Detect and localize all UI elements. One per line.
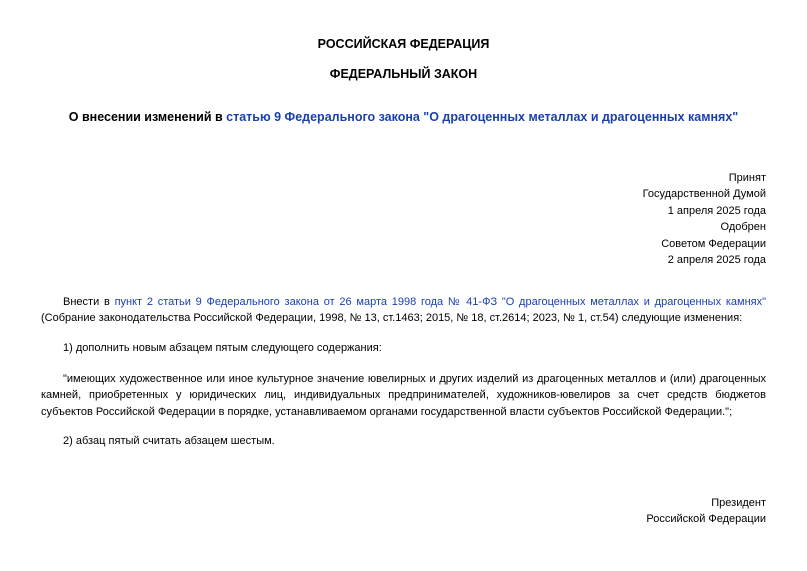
approved-label: Одобрен	[720, 221, 766, 234]
signature-org: Российской Федерации	[646, 513, 766, 526]
body-paragraph-3: "имеющих художественное или иное культурное значение ювелирных и других изделий из драгоценных металлов и (или) драгоценных камней, приобретенных у юридических лиц, индивидуальных предпринимателей, художников-ювелиров за счет средств бюджетов субъектов Российской Федерации в порядке, устанавливаемом органами государственной власти субъектов Российской Федерации.";	[41, 373, 766, 418]
approved-date: 2 апреля 2025 года	[667, 254, 766, 267]
adopted-label: Принят	[728, 172, 766, 184]
law-title	[0, 110, 807, 124]
signature-title: Президент	[711, 497, 766, 509]
body-paragraph-1	[41, 294, 766, 327]
body-paragraph-2: 1) дополнить новым абзацем пятым следующего содержания:	[63, 342, 382, 354]
p1-suffix: (Собрание законодательства Российской Федерации, 1998, № 13, ст.1463; 2015, № 18, ст.2614; 2023, № 1, ст.54) следующие изменения:	[41, 312, 743, 325]
adoption-block	[643, 170, 766, 268]
law-title-link[interactable]: статью 9 Федерального закона "О драгоценных металлах и драгоценных камнях"	[226, 110, 739, 124]
adopted-by: Государственной Думой	[642, 188, 766, 201]
country-heading: РОССИЙСКАЯ ФЕДЕРАЦИЯ	[317, 37, 490, 51]
doc-type-heading: ФЕДЕРАЛЬНЫЙ ЗАКОН	[329, 67, 478, 81]
signature-block	[646, 495, 766, 528]
approved-by: Советом Федерации	[661, 237, 766, 250]
p1-link[interactable]: пункт 2 статьи 9 Федерального закона от 26 марта 1998 года № 41-ФЗ "О драгоценных металлах и драгоценных камнях"	[114, 296, 766, 308]
p1-prefix: Внести в	[63, 296, 115, 308]
adopted-date: 1 апреля 2025 года	[667, 204, 766, 217]
law-title-prefix: О внесении изменений в	[68, 110, 227, 124]
body-paragraph-4: 2) абзац пятый считать абзацем шестым.	[63, 435, 275, 447]
